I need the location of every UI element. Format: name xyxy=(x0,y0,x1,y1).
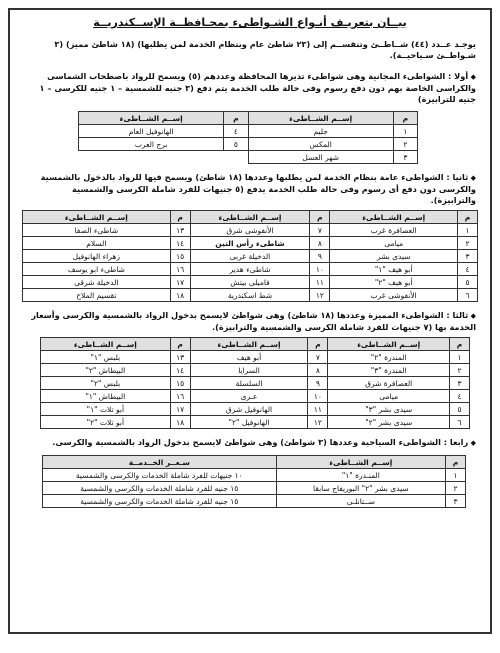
table-row xyxy=(23,224,478,237)
table-cell: الدخيلة شرقى xyxy=(23,276,171,289)
table-cell: ٨ xyxy=(308,364,328,377)
table-row xyxy=(79,125,418,138)
document-page xyxy=(8,8,492,634)
page-title: بيــان بتعريـف أنـواع الشـواطىء بمحـافظــة الإســكندريــة xyxy=(93,16,407,29)
table-cell: الأنفوشى شرق xyxy=(190,224,310,237)
table-row xyxy=(23,263,478,276)
table-cell: بلبس "٢" xyxy=(41,377,171,390)
table-cell: ٦ xyxy=(450,416,470,429)
section-tourist-text xyxy=(10,437,490,449)
table-row xyxy=(79,138,418,151)
table-cell: ١٥ جنيه للفرد شاملة الخدمات والكرسى والشمسية xyxy=(43,482,277,495)
table-cell: ٣ xyxy=(393,151,417,164)
table-cell: ١ xyxy=(393,125,417,138)
table-cell: السرايا xyxy=(190,364,308,377)
table-cell: شاطىء الصفا xyxy=(23,224,171,237)
table-cell: البيطاش "٢" xyxy=(41,364,171,377)
table-cell: ٢ xyxy=(450,364,470,377)
diamond-bullet-icon: ◆ xyxy=(468,174,476,182)
table-cell: الدخيلة غربى xyxy=(190,250,310,263)
table-cell: ١٠ جنيهات للفرد شاملة الخدمات والكرسى والشمسية xyxy=(43,469,277,482)
table-cell: الهانوفيل العام xyxy=(79,125,224,138)
column-header-number: م xyxy=(310,211,330,224)
table-cell: ١٨ xyxy=(170,289,190,302)
premium-beaches-table xyxy=(40,337,470,429)
table-row xyxy=(41,403,470,416)
table-row xyxy=(79,151,418,164)
table-cell: المكس xyxy=(248,138,393,151)
table-cell xyxy=(79,151,224,164)
table-cell: ١٠ xyxy=(308,390,328,403)
table-cell: ١٤ xyxy=(170,364,190,377)
table-cell: العصافرة غرب xyxy=(330,224,458,237)
table-cell: ميامى xyxy=(328,390,450,403)
column-header-number: م xyxy=(224,112,248,125)
table-cell: ٢ xyxy=(458,237,478,250)
table-cell: ١٨ xyxy=(170,416,190,429)
diamond-bullet-icon: ◆ xyxy=(468,312,476,320)
table-cell: ٣ xyxy=(458,250,478,263)
table-row xyxy=(23,289,478,302)
column-header-number: م xyxy=(170,211,190,224)
column-header-number: م xyxy=(450,338,470,351)
table-row xyxy=(23,237,478,250)
table-cell: ٧ xyxy=(310,224,330,237)
table-row xyxy=(41,377,470,390)
column-header-name: إســم الشــاطىء xyxy=(248,112,393,125)
table-cell: أبو تلات "٢" xyxy=(41,416,171,429)
table-row xyxy=(41,390,470,403)
table-row xyxy=(23,250,478,263)
table-cell: أبو هيف "١" xyxy=(330,263,458,276)
column-header-name: إســم الشــاطىء xyxy=(330,211,458,224)
column-header-number: م xyxy=(308,338,328,351)
table-cell: ١٤ xyxy=(170,237,190,250)
table-cell: ٩ xyxy=(308,377,328,390)
section-public-description: ثانيا : الشواطىء عامة بنظام الخدمة لمن يطلبها وعددها (١٨ شاطئ) ويسمح فيها للرواد بالدخول بالشمسية والكرسى دون دفع أى رسوم وفى حالة طلب الخدمة يدفع (٥ جنيهات للفرد شاملة الكرسى والشمسية والترابيزة). xyxy=(40,172,476,205)
column-header-name: إســم الشــاطىء xyxy=(276,456,446,469)
table-cell: السلسلة xyxy=(190,377,308,390)
table-cell: ١٠ xyxy=(310,263,330,276)
table-cell: ٤ xyxy=(450,390,470,403)
table-row xyxy=(41,351,470,364)
table-cell: شاطىء ابو يوسف xyxy=(23,263,171,276)
table-row xyxy=(43,482,466,495)
table-cell: فاميلى بيتش xyxy=(190,276,310,289)
table-row xyxy=(43,469,466,482)
column-header-number: م xyxy=(458,211,478,224)
table-header-row xyxy=(43,456,466,469)
column-header-price: سـعــر الخــدمــة xyxy=(43,456,277,469)
table-cell: تقسيم الملاح xyxy=(23,289,171,302)
column-header-name: إســم الشــاطىء xyxy=(328,338,450,351)
table-cell: ٧ xyxy=(308,351,328,364)
table-cell: ٥ xyxy=(450,403,470,416)
column-header-name: إســم الشــاطىء xyxy=(23,211,171,224)
public-beaches-table xyxy=(22,210,478,302)
table-cell: الأنفوشى غرب xyxy=(330,289,458,302)
table-cell: ٩ xyxy=(310,250,330,263)
table-cell: شاطىء هدير xyxy=(190,263,310,276)
column-header-number: م xyxy=(393,112,417,125)
table-cell: المندرة "٢" xyxy=(328,351,450,364)
table-cell: ٤ xyxy=(224,125,248,138)
table-cell: ١٦ xyxy=(170,390,190,403)
tourist-beaches-table xyxy=(42,455,466,508)
table-cell: الهانوفيل شرق xyxy=(190,403,308,416)
table-row xyxy=(43,495,466,508)
table-cell: ٣ xyxy=(450,377,470,390)
table-row xyxy=(23,276,478,289)
section-free-description: أولا : الشواطىء المجانية وهى شواطىء تديرها المحافظة وعددهم (٥) ويسمح للرواد باصطحاب الشماسى والكراسى الخاصة بهم دون دفع رسوم وفى حالة طلب الخدمة يتم دفع (٣ جنيه للشمسية – ١ جنيه للكرسى – ١ جنيه للترابيزة) xyxy=(39,71,476,104)
table-cell: ١٦ xyxy=(170,263,190,276)
table-cell: أبو هيف xyxy=(190,351,308,364)
column-header-number: م xyxy=(446,456,466,469)
table-cell: شط اسكندرية xyxy=(190,289,310,302)
table-header-row xyxy=(23,211,478,224)
table-cell: ١١ xyxy=(308,403,328,416)
table-cell: ٥ xyxy=(458,276,478,289)
table-cell: برج العرب xyxy=(79,138,224,151)
table-cell: ســتانلـى xyxy=(276,495,446,508)
table-cell xyxy=(224,151,248,164)
table-cell: زهراء الهانوفيل xyxy=(23,250,171,263)
table-cell: المنـدرة "١" xyxy=(276,469,446,482)
table-cell: سيدى بشر "٣" xyxy=(328,403,450,416)
table-cell: ١٢ xyxy=(308,416,328,429)
table-cell: أبو هيف "٢" xyxy=(330,276,458,289)
section-premium-text xyxy=(10,310,490,333)
table-cell: شاطىء رأس التين xyxy=(190,237,310,250)
table-cell: ١ xyxy=(450,351,470,364)
table-cell: أبو تلات "١" xyxy=(41,403,171,416)
table-cell: ١٥ جنيه للفرد شاملة الخدمات والكرسى والشمسية xyxy=(43,495,277,508)
table-cell: ٥ xyxy=(224,138,248,151)
table-cell: ٣ xyxy=(446,495,466,508)
table-cell: ١٣ xyxy=(170,224,190,237)
table-cell: الهانوفيل "٢" xyxy=(190,416,308,429)
table-cell: ميامى xyxy=(330,237,458,250)
table-cell: ١٢ xyxy=(310,289,330,302)
table-cell: العصافرة شرق xyxy=(328,377,450,390)
section-free-text xyxy=(10,71,490,105)
table-cell: عـرى xyxy=(190,390,308,403)
table-cell: ١١ xyxy=(310,276,330,289)
table-cell: ٢ xyxy=(393,138,417,151)
diamond-bullet-icon: ◆ xyxy=(468,439,476,447)
table-cell: البيطاش "١" xyxy=(41,390,171,403)
table-cell: ١٧ xyxy=(170,403,190,416)
table-cell: ٤ xyxy=(458,263,478,276)
column-header-number: م xyxy=(170,338,190,351)
diamond-bullet-icon: ◆ xyxy=(468,73,476,81)
table-cell: ٨ xyxy=(310,237,330,250)
section-tourist-description: رابعا : الشواطىء السياحية وعددها (٣ شواطئ) وهى شواطئ لايسمح بدخول الرواد بالشمسية والكرسى. xyxy=(52,437,469,447)
table-cell: ١٥ xyxy=(170,250,190,263)
table-cell: ١ xyxy=(458,224,478,237)
table-cell: ١٧ xyxy=(170,276,190,289)
column-header-name: إســم الشــاطىء xyxy=(41,338,171,351)
table-cell: سيدى بشر "٢" البوريفاج سابقا xyxy=(276,482,446,495)
table-cell: ١ xyxy=(446,469,466,482)
table-cell: بلبس "١" xyxy=(41,351,171,364)
table-cell: ١٥ xyxy=(170,377,190,390)
free-beaches-table xyxy=(78,111,418,164)
table-cell: سيدى بشر xyxy=(330,250,458,263)
table-cell: جليم xyxy=(248,125,393,138)
column-header-name: إســم الشــاطىء xyxy=(190,338,308,351)
table-header-row xyxy=(79,112,418,125)
table-cell: ١٣ xyxy=(170,351,190,364)
table-cell: المندرة "٣" xyxy=(328,364,450,377)
intro-paragraph: يوجـد عــدد (٤٤) شــاطــئ وتنقســم إلى (٢٣ شاطئ عام وبنظام الخدمة لمن يطلبها) (١٨ شاطئ مميز) (٣ شـواطــئ سـياحيــة). xyxy=(54,39,476,60)
table-cell: ٦ xyxy=(458,289,478,302)
table-cell: ٢ xyxy=(446,482,466,495)
table-row xyxy=(41,364,470,377)
section-public-text xyxy=(10,172,490,206)
table-cell: شهر العسل xyxy=(248,151,393,164)
table-cell: سيدى بشر "٢" xyxy=(328,416,450,429)
column-header-name: إســم الشــاطىء xyxy=(190,211,310,224)
table-header-row xyxy=(41,338,470,351)
table-cell: السلام xyxy=(23,237,171,250)
column-header-name: إســم الشــاطىء xyxy=(79,112,224,125)
table-row xyxy=(41,416,470,429)
section-premium-description: ثالثا : الشواطىء المميزة وعددها (١٨ شاطئ) وهى شواطئ لايسمح بدخول الرواد بالشمسية والكرسى وأسعار الخدمة بها (٧ جنيهات للفرد شاملة الكرسى والشمسية والترابيزة). xyxy=(31,310,476,332)
